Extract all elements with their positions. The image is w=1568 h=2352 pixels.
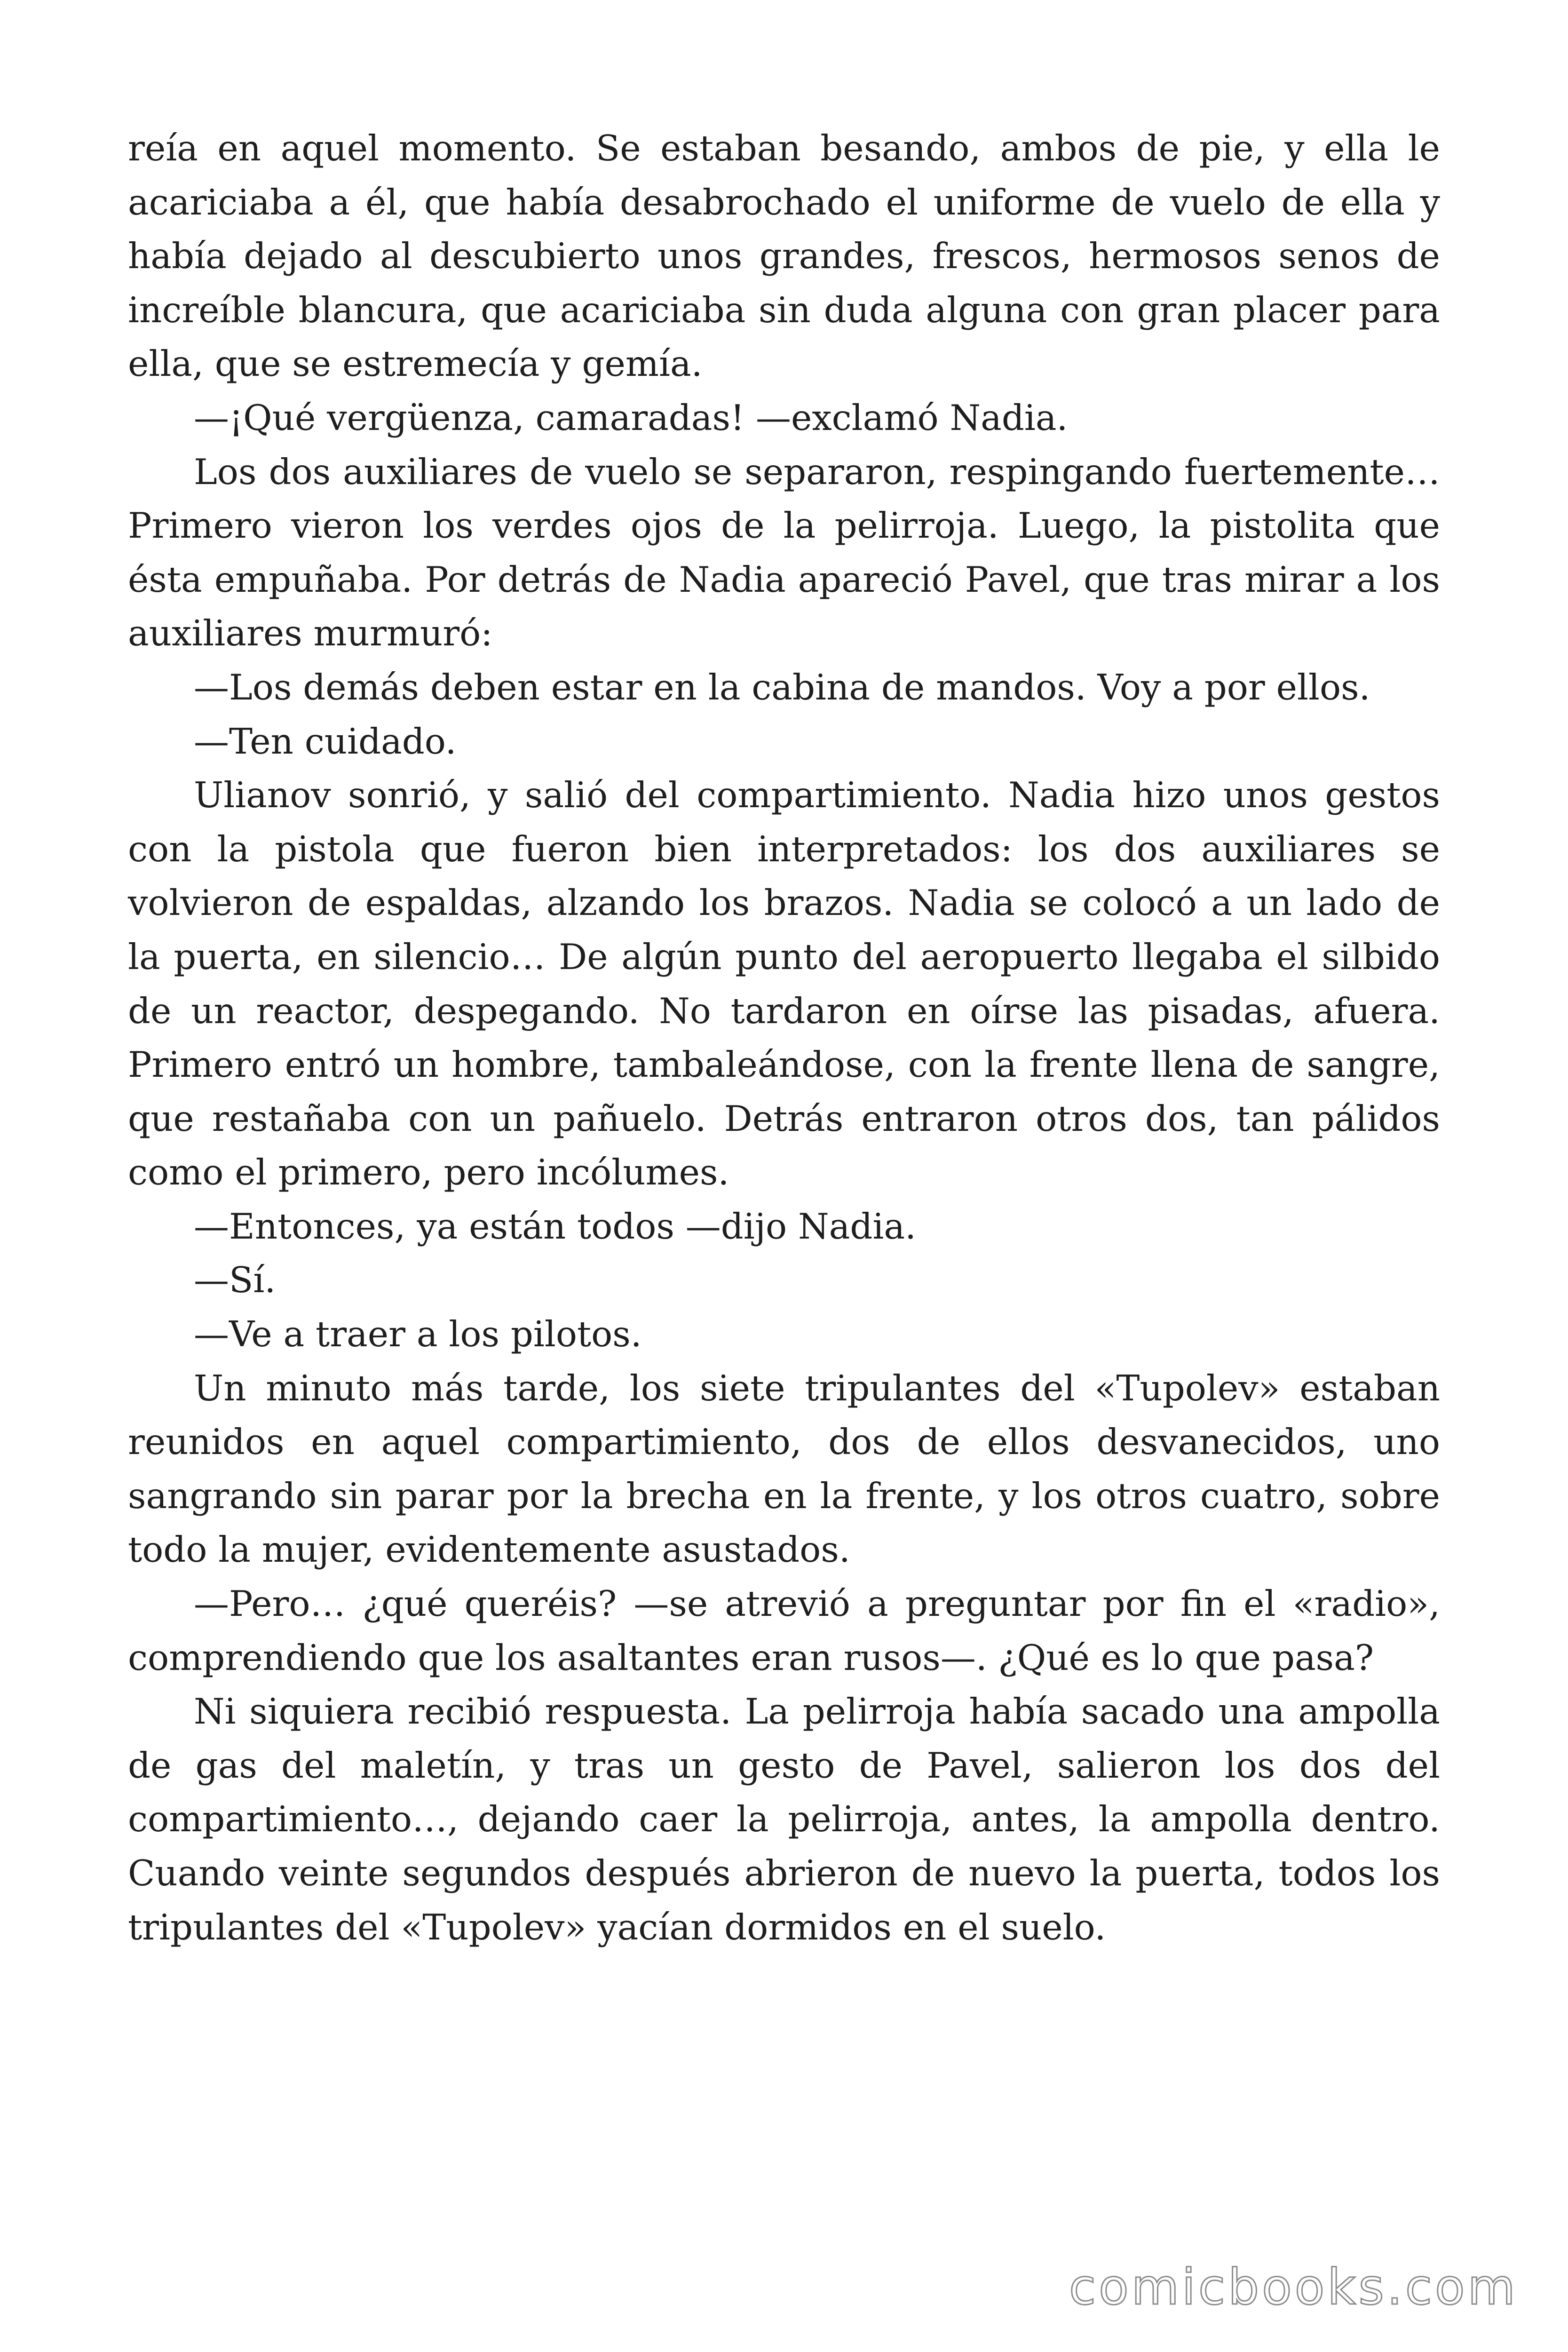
watermark: comicbooks.com [1069,2258,1518,2316]
paragraph-12: Ni siquiera recibió respuesta. La pelirroja había sacado una ampolla de gas del maletín, y tras un gesto de Pavel, salieron los dos del compartimiento…, dejando caer la pelirroja, antes, la ampolla dentro. Cuando veinte segundos después abrieron de nuevo la puerta, todos los tripulantes del «Tupolev» yacían dormidos en el suelo. [128,1691,1440,1948]
paragraph-1: reía en aquel momento. Se estaban besando, ambos de pie, y ella le acariciaba a él, que había desabrochado el uniforme de vuelo de ella y había dejado al descubierto unos grandes, frescos, hermosos senos de increíble blancura, que acariciaba sin duda alguna con gran placer para ella, que se estremecía y gemía. [128,127,1440,385]
paragraph-3: Los dos auxiliares de vuelo se separaron, respingando fuertemente… Primero vieron los verdes ojos de la pelirroja. Luego, la pistolita que ésta empuñaba. Por detrás de Nadia apareció Pavel, que tras mirar a los auxiliares murmuró: [128,451,1440,654]
paragraph-6: Ulianov sonrió, y salió del compartimiento. Nadia hizo unos gestos con la pistola que fueron bien interpretados: los dos auxiliares se volvieron de espaldas, alzando los brazos. Nadia se colocó a un lado de la puerta, en silencio… De algún punto del aeropuerto llegaba el silbido de un reactor, despegando. No tardaron en oírse las pisadas, afuera. Primero entró un hombre, tambaleándose, con la frente llena de sangre, que restañaba con un pañuelo. Detrás entraron otros dos, tan pálidos como el primero, pero incólumes. [128,774,1440,1193]
paragraph-10: Un minuto más tarde, los siete tripulantes del «Tupolev» estaban reunidos en aquel compartimiento, dos de ellos desvanecidos, uno sangrando sin parar por la brecha en la frente, y los otros cuatro, sobre todo la mujer, evidentemente asustados. [128,1367,1440,1571]
paragraph-5: —Ten cuidado. [194,720,457,762]
paragraph-8: —Sí. [194,1259,276,1301]
body-text [128,121,1440,1954]
paragraph-9: —Ve a traer a los pilotos. [194,1313,642,1355]
paragraph-7: —Entonces, ya están todos —dijo Nadia. [194,1205,916,1247]
paragraph-11: —Pero… ¿qué queréis? —se atrevió a preguntar por fin el «radio», comprendiendo que los asaltantes eran rusos—. ¿Qué es lo que pasa? [128,1583,1440,1678]
paragraph-4: —Los demás deben estar en la cabina de mandos. Voy a por ellos. [194,666,1370,708]
paragraph-2: —¡Qué vergüenza, camaradas! —exclamó Nadia. [194,397,1068,438]
